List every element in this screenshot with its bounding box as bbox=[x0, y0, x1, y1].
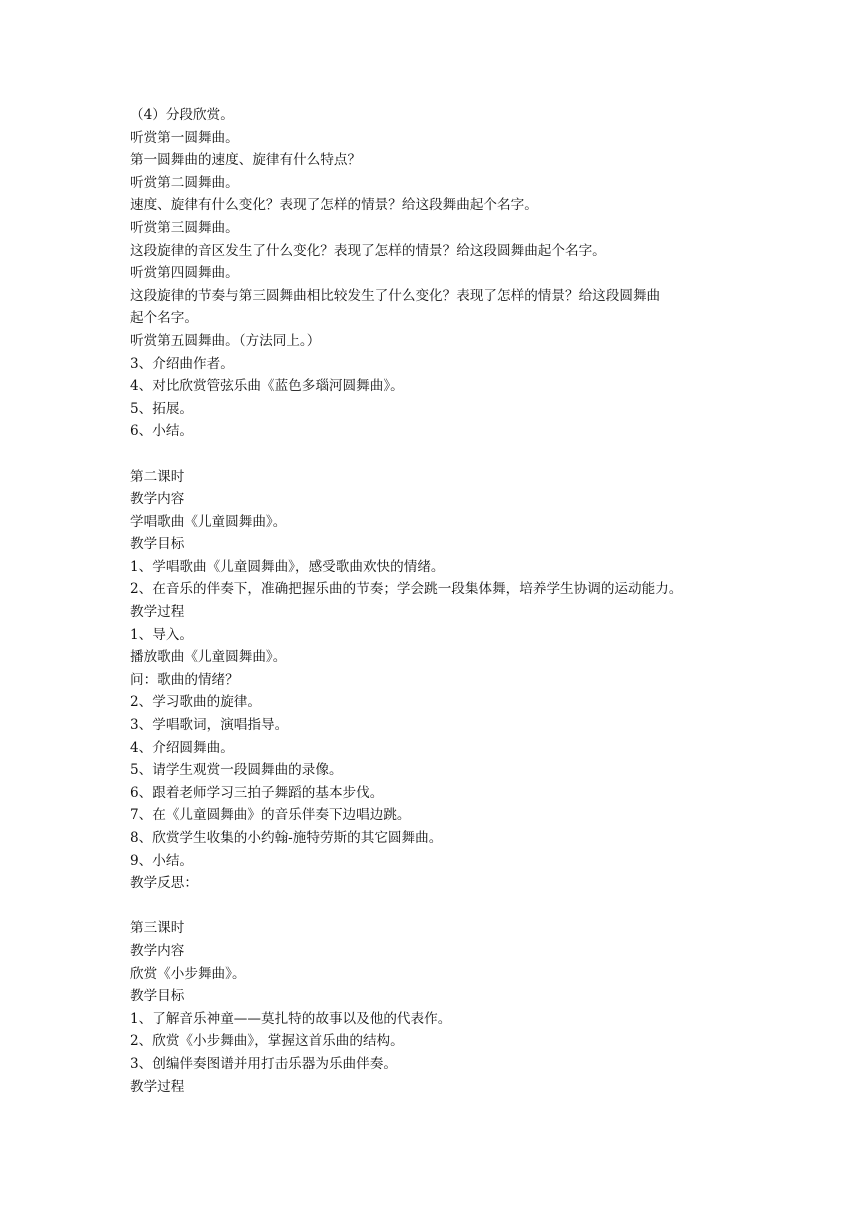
text-line: 学唱歌曲《儿童圆舞曲》。 bbox=[130, 513, 287, 530]
text-line: 2、学习歌曲的旋律。 bbox=[130, 694, 261, 711]
text-line: 问：歌曲的情绪？ bbox=[130, 671, 239, 688]
section-heading: 第三课时 bbox=[130, 920, 185, 937]
text-line: 听赏第一圆舞曲。 bbox=[130, 129, 239, 146]
text-line: 3、学唱歌词，演唱指导。 bbox=[130, 717, 289, 734]
text-line: 8、欣赏学生收集的小约翰-施特劳斯的其它圆舞曲。 bbox=[130, 830, 443, 846]
text-line: 教学过程 bbox=[130, 604, 185, 621]
text-line: 5、拓展。 bbox=[130, 400, 194, 417]
text-line: 教学目标 bbox=[130, 536, 185, 553]
text-line: 9、小结。 bbox=[130, 852, 194, 869]
blank-line bbox=[130, 443, 742, 466]
text-line: 1、导入。 bbox=[130, 626, 194, 643]
text-line: 3、介绍曲作者。 bbox=[130, 355, 234, 372]
text-line: 第一圆舞曲的速度、旋律有什么特点？ bbox=[130, 152, 362, 169]
text-line: 教学内容 bbox=[130, 942, 185, 959]
text-line: 3、创编伴奏图谱并用打击乐器为乐曲伴奏。 bbox=[130, 1055, 397, 1072]
text-line: 1、了解音乐神童——莫扎特的故事以及他的代表作。 bbox=[130, 1010, 452, 1027]
text-line: 速度、旋律有什么变化？表现了怎样的情景？给这段舞曲起个名字。 bbox=[130, 197, 538, 214]
text-line: 听赏第四圆舞曲。 bbox=[130, 265, 239, 282]
text-line: （4）分段欣赏。 bbox=[130, 107, 234, 123]
text-line: 起个名字。 bbox=[130, 310, 198, 327]
text-line: 这段旋律的节奏与第三圆舞曲相比较发生了什么变化？表现了怎样的情景？给这段圆舞曲 bbox=[130, 287, 661, 304]
text-line: 6、小结。 bbox=[130, 423, 194, 440]
text-line: 2、欣赏《小步舞曲》，掌握这首乐曲的结构。 bbox=[130, 1033, 404, 1050]
text-line: 欣赏《小步舞曲》。 bbox=[130, 965, 246, 982]
section-heading: 第二课时 bbox=[130, 468, 185, 485]
text-line: 播放歌曲《儿童圆舞曲》。 bbox=[130, 649, 287, 666]
text-line: 4、介绍圆舞曲。 bbox=[130, 739, 234, 756]
text-line: 教学目标 bbox=[130, 988, 185, 1005]
blank-line bbox=[130, 895, 742, 918]
text-line: 教学反思： bbox=[130, 875, 198, 892]
text-line: 2、在音乐的伴奏下，准确把握乐曲的节奏；学会跳一段集体舞，培养学生协调的运动能力。 bbox=[130, 581, 683, 598]
document-body bbox=[130, 104, 742, 1098]
text-line: 7、在《儿童圆舞曲》的音乐伴奏下边唱边跳。 bbox=[130, 807, 411, 824]
text-line: 6、跟着老师学习三拍子舞蹈的基本步伐。 bbox=[130, 784, 384, 801]
text-line: 听赏第二圆舞曲。 bbox=[130, 174, 239, 191]
text-line: 听赏第三圆舞曲。 bbox=[130, 219, 239, 236]
text-line: 这段旋律的音区发生了什么变化？表现了怎样的情景？给这段圆舞曲起个名字。 bbox=[130, 242, 606, 259]
text-line: 听赏第五圆舞曲。（方法同上。） bbox=[130, 332, 321, 349]
text-line: 1、学唱歌曲《儿童圆舞曲》，感受歌曲欢快的情绪。 bbox=[130, 558, 445, 575]
text-line: 4、对比欣赏管弦乐曲《蓝色多瑙河圆舞曲》。 bbox=[130, 378, 404, 395]
text-line: 5、请学生观赏一段圆舞曲的录像。 bbox=[130, 762, 343, 779]
text-line: 教学过程 bbox=[130, 1078, 185, 1095]
text-line: 教学内容 bbox=[130, 491, 185, 508]
